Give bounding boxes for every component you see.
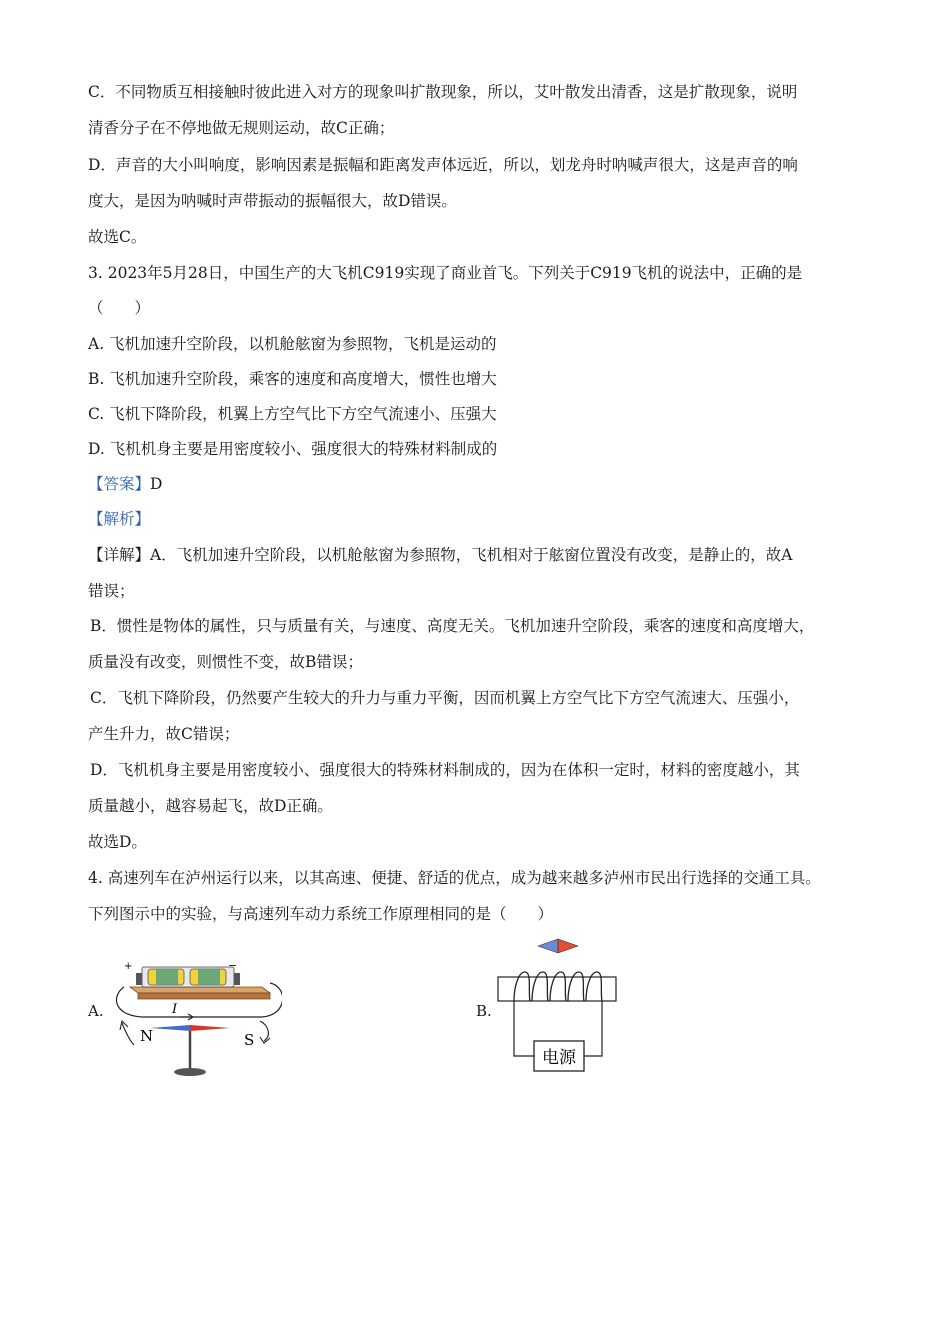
figure-b-option: B. xyxy=(476,1002,492,1020)
text-line: 故选C。 xyxy=(88,228,147,246)
needle-blue xyxy=(150,1025,190,1031)
answer-line xyxy=(88,474,162,494)
detail-line: C．飞机下降阶段，仍然要产生较大的升力与重力平衡，因而机翼上方空气比下方空气流速大、压强小， xyxy=(90,689,800,707)
question-3-stem: 3. 2023年5月28日，中国生产的大飞机C919实现了商业首飞。下列关于C919飞机的说法中，正确的是 xyxy=(88,264,803,282)
current-label: I xyxy=(172,1002,178,1017)
stand-base xyxy=(174,1068,206,1076)
north-label: N xyxy=(140,1027,154,1045)
analysis-tag: 【解析】 xyxy=(88,510,151,528)
detail-line: 产生升力，故C错误； xyxy=(88,725,240,743)
needle-red xyxy=(558,939,578,953)
detail-line: 质量没有改变，则惯性不变，故B错误； xyxy=(88,653,363,671)
power-source-label: 电源 xyxy=(542,1048,576,1068)
detail-line: D．飞机机身主要是用密度较小、强度很大的特殊材料制成的，因为在体积一定时，材料的密度越小，其 xyxy=(90,761,800,779)
text-line: 度大，是因为呐喊时声带振动的振幅很大，故D错误。 xyxy=(88,192,457,210)
text-line: D．声音的大小叫响度，影响因素是振幅和距离发声体远近，所以，划龙舟时呐喊声很大，这是声音的响 xyxy=(88,156,798,174)
detail-line: B．惯性是物体的属性，只与质量有关，与速度、高度无关。飞机加速升空阶段，乘客的速度和高度增大， xyxy=(90,617,815,635)
figure-a-oersted-experiment xyxy=(112,955,282,1085)
question-4-stem: 4. 高速列车在泸州运行以来，以其高速、便捷、舒适的优点，成为越来越多泸州市民出行选择的交通工具。 xyxy=(88,869,821,887)
base-board xyxy=(130,987,270,993)
plus-sign: + xyxy=(124,961,133,972)
wire xyxy=(584,1001,602,1056)
detail-line: 【详解】A．飞机加速升空阶段，以机舱舷窗为参照物，飞机相对于舷窗位置没有改变，是静止的，故A xyxy=(88,546,793,564)
detail-line: 故选D。 xyxy=(88,833,147,851)
detail-line: 错误； xyxy=(88,582,135,600)
option-a: A. 飞机加速升空阶段，以机舱舷窗为参照物，飞机是运动的 xyxy=(88,335,497,353)
figure-a-option: A. xyxy=(88,1002,104,1020)
wire xyxy=(514,1001,534,1056)
text-line: 清香分子在不停地做无规则运动，故C正确； xyxy=(88,119,395,137)
needle-red xyxy=(190,1025,230,1031)
figure-b-electromagnet xyxy=(492,932,622,1082)
iron-core xyxy=(498,977,616,1001)
minus-sign: − xyxy=(228,959,238,972)
question-3-bracket: （ ） xyxy=(88,299,151,317)
needle-blue xyxy=(538,939,558,953)
text-line: C．不同物质互相接触时彼此进入对方的现象叫扩散现象，所以，艾叶散发出清香，这是扩散现象，说明 xyxy=(88,83,798,101)
answer-value: D xyxy=(150,475,163,493)
south-label: S xyxy=(244,1031,255,1049)
detail-tag: 【详解】 xyxy=(88,546,151,564)
option-d: D. 飞机机身主要是用密度较小、强度很大的特殊材料制成的 xyxy=(88,440,498,458)
option-b: B. 飞机加速升空阶段，乘客的速度和高度增大，惯性也增大 xyxy=(88,370,497,388)
detail-line: 质量越小，越容易起飞，故D正确。 xyxy=(88,797,333,815)
question-4-stem: 下列图示中的实验，与高速列车动力系统工作原理相同的是（ ） xyxy=(88,905,554,923)
answer-tag: 【答案】 xyxy=(88,475,151,493)
option-c: C. 飞机下降阶段，机翼上方空气比下方空气流速小、压强大 xyxy=(88,405,497,423)
